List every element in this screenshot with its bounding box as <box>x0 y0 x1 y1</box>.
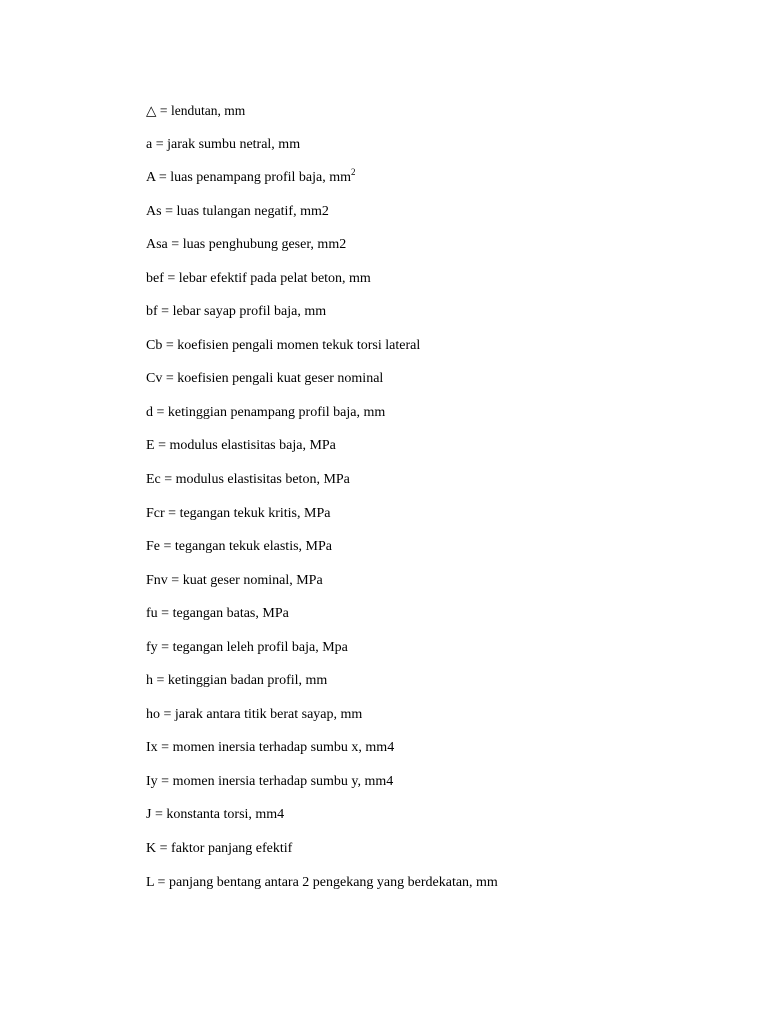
symbol-definition: lendutan, mm <box>171 103 246 118</box>
equals-sign: = <box>161 639 170 655</box>
symbol-entry <box>146 101 746 135</box>
symbol-definition: faktor panjang efektif <box>171 841 293 857</box>
symbol-definition: lebar sayap profil baja, mm <box>172 304 327 320</box>
equals-sign: = <box>157 874 166 890</box>
symbol-definition: panjang bentang antara 2 pengekang yang berdekatan, mm <box>168 874 498 890</box>
symbol-entry <box>146 772 746 806</box>
equals-sign: = <box>164 472 173 488</box>
symbol-entry <box>146 470 746 504</box>
symbol-definition: modulus elastisitas baja, MPa <box>169 438 336 454</box>
symbol-entry <box>146 638 746 672</box>
symbol-name: fy <box>146 639 158 655</box>
equals-sign: = <box>161 773 170 789</box>
equals-sign: = <box>161 606 170 622</box>
symbol-entry <box>146 805 746 839</box>
symbol-name: bef <box>146 270 164 286</box>
symbol-entry <box>146 504 746 538</box>
symbol-entry <box>146 302 746 336</box>
equals-sign: = <box>171 237 180 253</box>
symbol-entry <box>146 168 746 202</box>
symbol-name: Ec <box>146 472 161 488</box>
symbol-name: d <box>146 404 153 420</box>
symbol-definition: luas tulangan negatif, mm2 <box>176 203 329 219</box>
symbol-name: K <box>146 841 157 857</box>
symbol-definition: jarak sumbu netral, mm <box>167 136 301 152</box>
symbol-definition: luas penampang profil baja, mm <box>170 170 352 186</box>
symbol-name: h <box>146 673 153 689</box>
symbol-definition: tegangan tekuk elastis, MPa <box>174 539 332 555</box>
equals-sign: = <box>155 136 164 152</box>
symbol-entry <box>146 537 746 571</box>
symbol-name: Iy <box>146 773 158 789</box>
symbol-definition: tegangan batas, MPa <box>172 606 289 622</box>
symbol-definition: tegangan tekuk kritis, MPa <box>179 505 331 521</box>
symbol-entry <box>146 873 746 907</box>
symbol-entry <box>146 135 746 169</box>
symbol-name: △ <box>146 103 157 118</box>
symbol-name: Fcr <box>146 505 165 521</box>
equals-sign: = <box>159 841 168 857</box>
symbol-entry <box>146 436 746 470</box>
symbol-definition: ketinggian badan profil, mm <box>167 673 328 689</box>
equals-sign: = <box>165 371 174 387</box>
symbol-name: Fe <box>146 539 160 555</box>
symbol-definition: koefisien pengali kuat geser nominal <box>177 371 384 387</box>
symbol-definition: konstanta torsi, mm4 <box>166 807 285 823</box>
symbol-list <box>146 101 746 906</box>
symbol-definition: lebar efektif pada pelat beton, mm <box>178 270 371 286</box>
equals-sign: = <box>159 103 168 118</box>
equals-sign: = <box>171 572 180 588</box>
unit-superscript: 2 <box>351 167 356 178</box>
equals-sign: = <box>161 304 170 320</box>
symbol-entry <box>146 403 746 437</box>
symbol-name: bf <box>146 304 158 320</box>
symbol-name: fu <box>146 606 158 622</box>
equals-sign: = <box>156 673 165 689</box>
symbol-name: Cb <box>146 337 163 353</box>
symbol-definition: momen inersia terhadap sumbu x, mm4 <box>172 740 395 756</box>
symbol-entry <box>146 839 746 873</box>
equals-sign: = <box>154 807 163 823</box>
symbol-name: a <box>146 136 153 152</box>
equals-sign: = <box>165 337 174 353</box>
symbol-definition: tegangan leleh profil baja, Mpa <box>172 639 348 655</box>
symbol-name: L <box>146 874 155 890</box>
symbol-entry <box>146 235 746 269</box>
symbol-definition: jarak antara titik berat sayap, mm <box>174 706 363 722</box>
equals-sign: = <box>167 270 176 286</box>
symbol-name: Cv <box>146 371 163 387</box>
symbol-entry <box>146 202 746 236</box>
symbol-entry <box>146 336 746 370</box>
symbol-entry <box>146 369 746 403</box>
symbol-definition: koefisien pengali momen tekuk torsi lateral <box>177 337 421 353</box>
symbol-name: A <box>146 170 156 186</box>
equals-sign: = <box>165 203 173 219</box>
symbol-definition: luas penghubung geser, mm2 <box>182 237 347 253</box>
symbol-definition: ketinggian penampang profil baja, mm <box>167 404 386 420</box>
symbol-definition: modulus elastisitas beton, MPa <box>175 472 350 488</box>
symbol-name: As <box>146 203 162 219</box>
symbol-name: ho <box>146 706 160 722</box>
symbol-definition: momen inersia terhadap sumbu y, mm4 <box>172 773 394 789</box>
symbol-entry <box>146 604 746 638</box>
equals-sign: = <box>161 740 170 756</box>
equals-sign: = <box>168 505 177 521</box>
symbol-name: J <box>146 807 152 823</box>
symbol-name: Asa <box>146 237 168 253</box>
symbol-entry <box>146 269 746 303</box>
symbol-name: Ix <box>146 740 158 756</box>
symbol-definition: kuat geser nominal, MPa <box>182 572 323 588</box>
symbol-name: E <box>146 438 155 454</box>
equals-sign: = <box>156 404 165 420</box>
symbol-entry <box>146 705 746 739</box>
equals-sign: = <box>158 438 166 454</box>
symbol-entry <box>146 571 746 605</box>
equals-sign: = <box>158 170 167 186</box>
equals-sign: = <box>163 539 172 555</box>
symbol-entry <box>146 738 746 772</box>
symbol-name: Fnv <box>146 572 168 588</box>
equals-sign: = <box>163 706 172 722</box>
symbol-entry <box>146 671 746 705</box>
